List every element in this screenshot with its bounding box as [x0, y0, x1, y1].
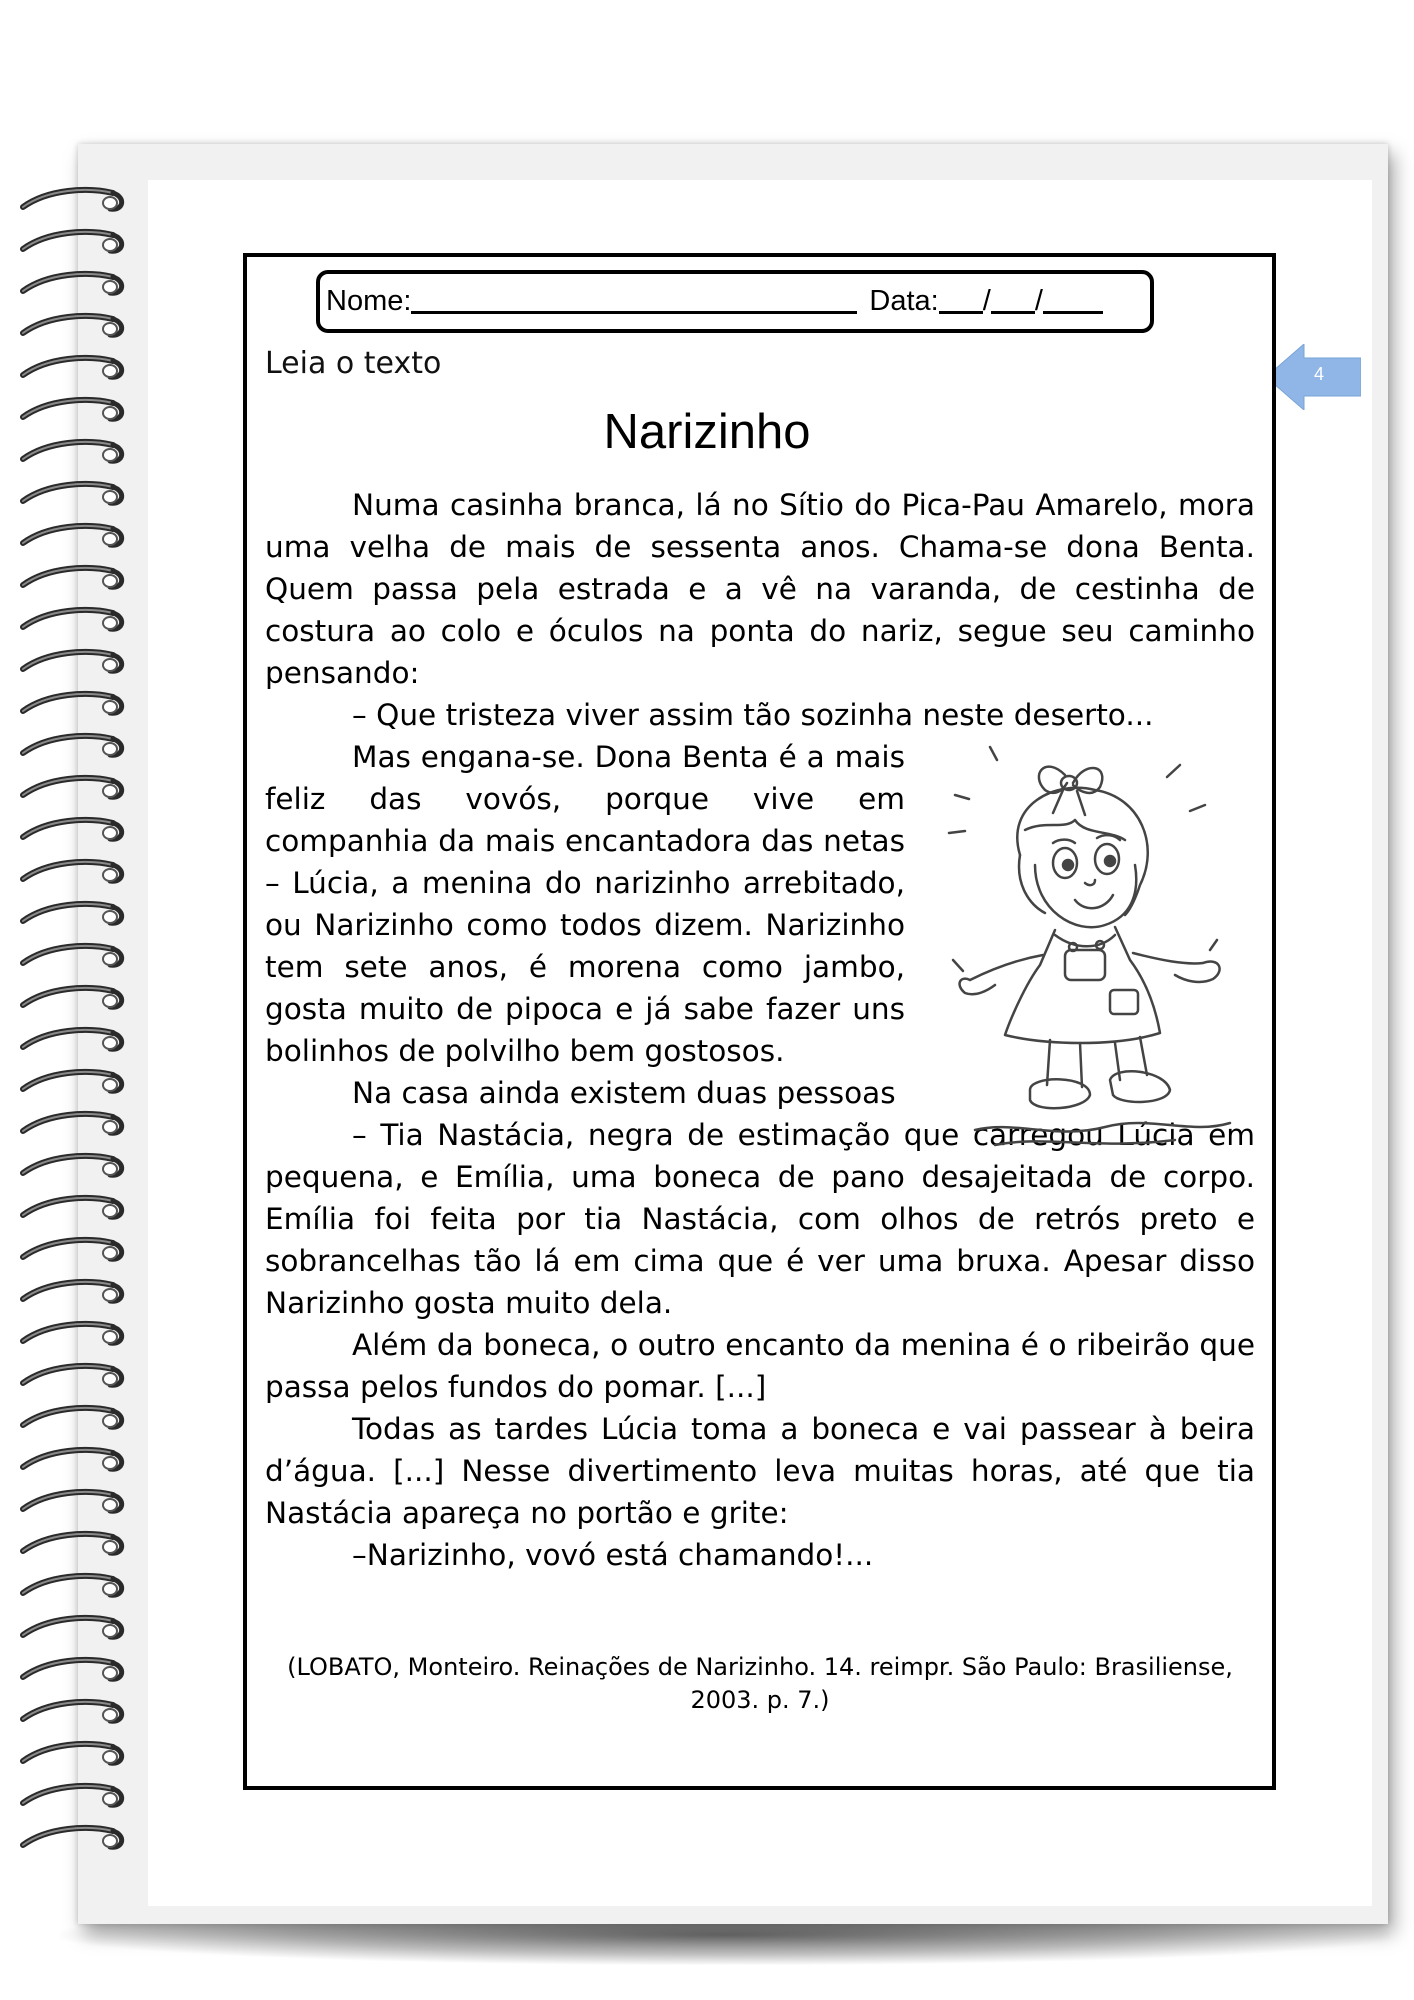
- spiral-ring: [18, 689, 128, 719]
- spiral-ring: [18, 1529, 128, 1559]
- date-separator: /: [1034, 285, 1043, 317]
- spiral-ring: [18, 227, 128, 257]
- date-day-field[interactable]: [939, 289, 983, 314]
- name-field[interactable]: [411, 289, 857, 314]
- spiral-ring: [18, 1025, 128, 1055]
- date-separator: /: [982, 285, 991, 317]
- spiral-ring: [18, 269, 128, 299]
- spiral-ring: [18, 1361, 128, 1391]
- paragraph: Numa casinha branca, lá no Sítio do Pica-Pau Amarelo, mora uma velha de mais de sessenta anos. Chama-se dona Benta. Quem passa pela estrada e a vê na varanda, de cestinha de costura ao colo e óculos na ponta do nariz, segue seu caminho pensando:: [265, 488, 1255, 690]
- date-month-field[interactable]: [991, 289, 1035, 314]
- name-date-box: [316, 270, 1154, 333]
- paragraph: Todas as tardes Lúcia toma a boneca e vai passear à beira d’água. [...] Nesse divertimento leva muitas horas, até que tia Nastácia apareça no portão e grite:: [265, 1412, 1255, 1530]
- spiral-ring: [18, 605, 128, 635]
- spiral-ring: [18, 1445, 128, 1475]
- spiral-ring: [18, 1151, 128, 1181]
- citation: (LOBATO, Monteiro. Reinações de Narizinho. 14. reimpr. São Paulo: Brasiliense, 2003. p. 7.): [287, 1653, 1233, 1714]
- spiral-ring: [18, 815, 128, 845]
- paragraph: Na casa ainda existem duas pessoas: [352, 1076, 896, 1110]
- paragraph: Além da boneca, o outro encanto da menina é o ribeirão que passa pelos fundos do pomar. [...]: [265, 1328, 1255, 1404]
- spiral-ring: [18, 311, 128, 341]
- spiral-ring: [18, 1487, 128, 1517]
- spiral-ring: [18, 773, 128, 803]
- page-number: 4: [1314, 364, 1325, 384]
- instruction-text: Leia o texto: [265, 346, 442, 381]
- spiral-ring: [18, 1319, 128, 1349]
- page-number-tab: [1266, 344, 1361, 410]
- date-label: Data:: [869, 285, 939, 317]
- spiral-ring: [18, 731, 128, 761]
- spiral-ring: [18, 1193, 128, 1223]
- spiral-ring: [18, 983, 128, 1013]
- spiral-ring: [18, 1277, 128, 1307]
- spiral-ring: [18, 563, 128, 593]
- paragraph: – Tia Nastácia, negra de estimação que carregou Lúcia em pequena, e Emília, uma boneca de pano desajeitada de corpo. Emília foi feita por tia Nastácia, com olhos de retrós preto e sobrancelhas tão lá em cima que é ver uma bruxa. Apesar disso Narizinho gosta muito dela.: [265, 1118, 1255, 1320]
- spiral-ring: [18, 1739, 128, 1769]
- spiral-ring: [18, 857, 128, 887]
- name-label: Nome:: [326, 285, 412, 317]
- spiral-ring: [18, 185, 128, 215]
- paragraph: –Narizinho, vovó está chamando!...: [352, 1538, 874, 1572]
- spiral-ring: [18, 1109, 128, 1139]
- spiral-ring: [18, 1823, 128, 1853]
- spiral-ring: [18, 1571, 128, 1601]
- page-title: Narizinho: [603, 405, 811, 459]
- spiral-ring: [18, 1697, 128, 1727]
- paragraph: – Que tristeza viver assim tão sozinha neste deserto...: [352, 698, 1154, 732]
- date-year-field[interactable]: [1043, 289, 1103, 314]
- spiral-ring: [18, 647, 128, 677]
- girl-illustration: [935, 735, 1245, 1155]
- spiral-ring: [18, 1403, 128, 1433]
- spiral-ring: [18, 1613, 128, 1643]
- spiral-ring: [18, 353, 128, 383]
- spiral-ring: [18, 1235, 128, 1265]
- spiral-ring: [18, 479, 128, 509]
- spiral-ring: [18, 941, 128, 971]
- paragraph: Mas engana-se. Dona Benta é a mais feliz das vovós, porque vive em companhia da mais encantadora das netas – Lúcia, a menina do narizinho arrebitado, ou Narizinho como todos dizem. Narizinho tem sete anos, é morena como jambo, gosta muito de pipoca e já sabe fazer uns bolinhos de polvilho bem gostosos.: [265, 740, 905, 1068]
- spiral-ring: [18, 899, 128, 929]
- spiral-ring: [18, 521, 128, 551]
- spiral-ring: [18, 1781, 128, 1811]
- spiral-ring: [18, 1067, 128, 1097]
- spiral-ring: [18, 1655, 128, 1685]
